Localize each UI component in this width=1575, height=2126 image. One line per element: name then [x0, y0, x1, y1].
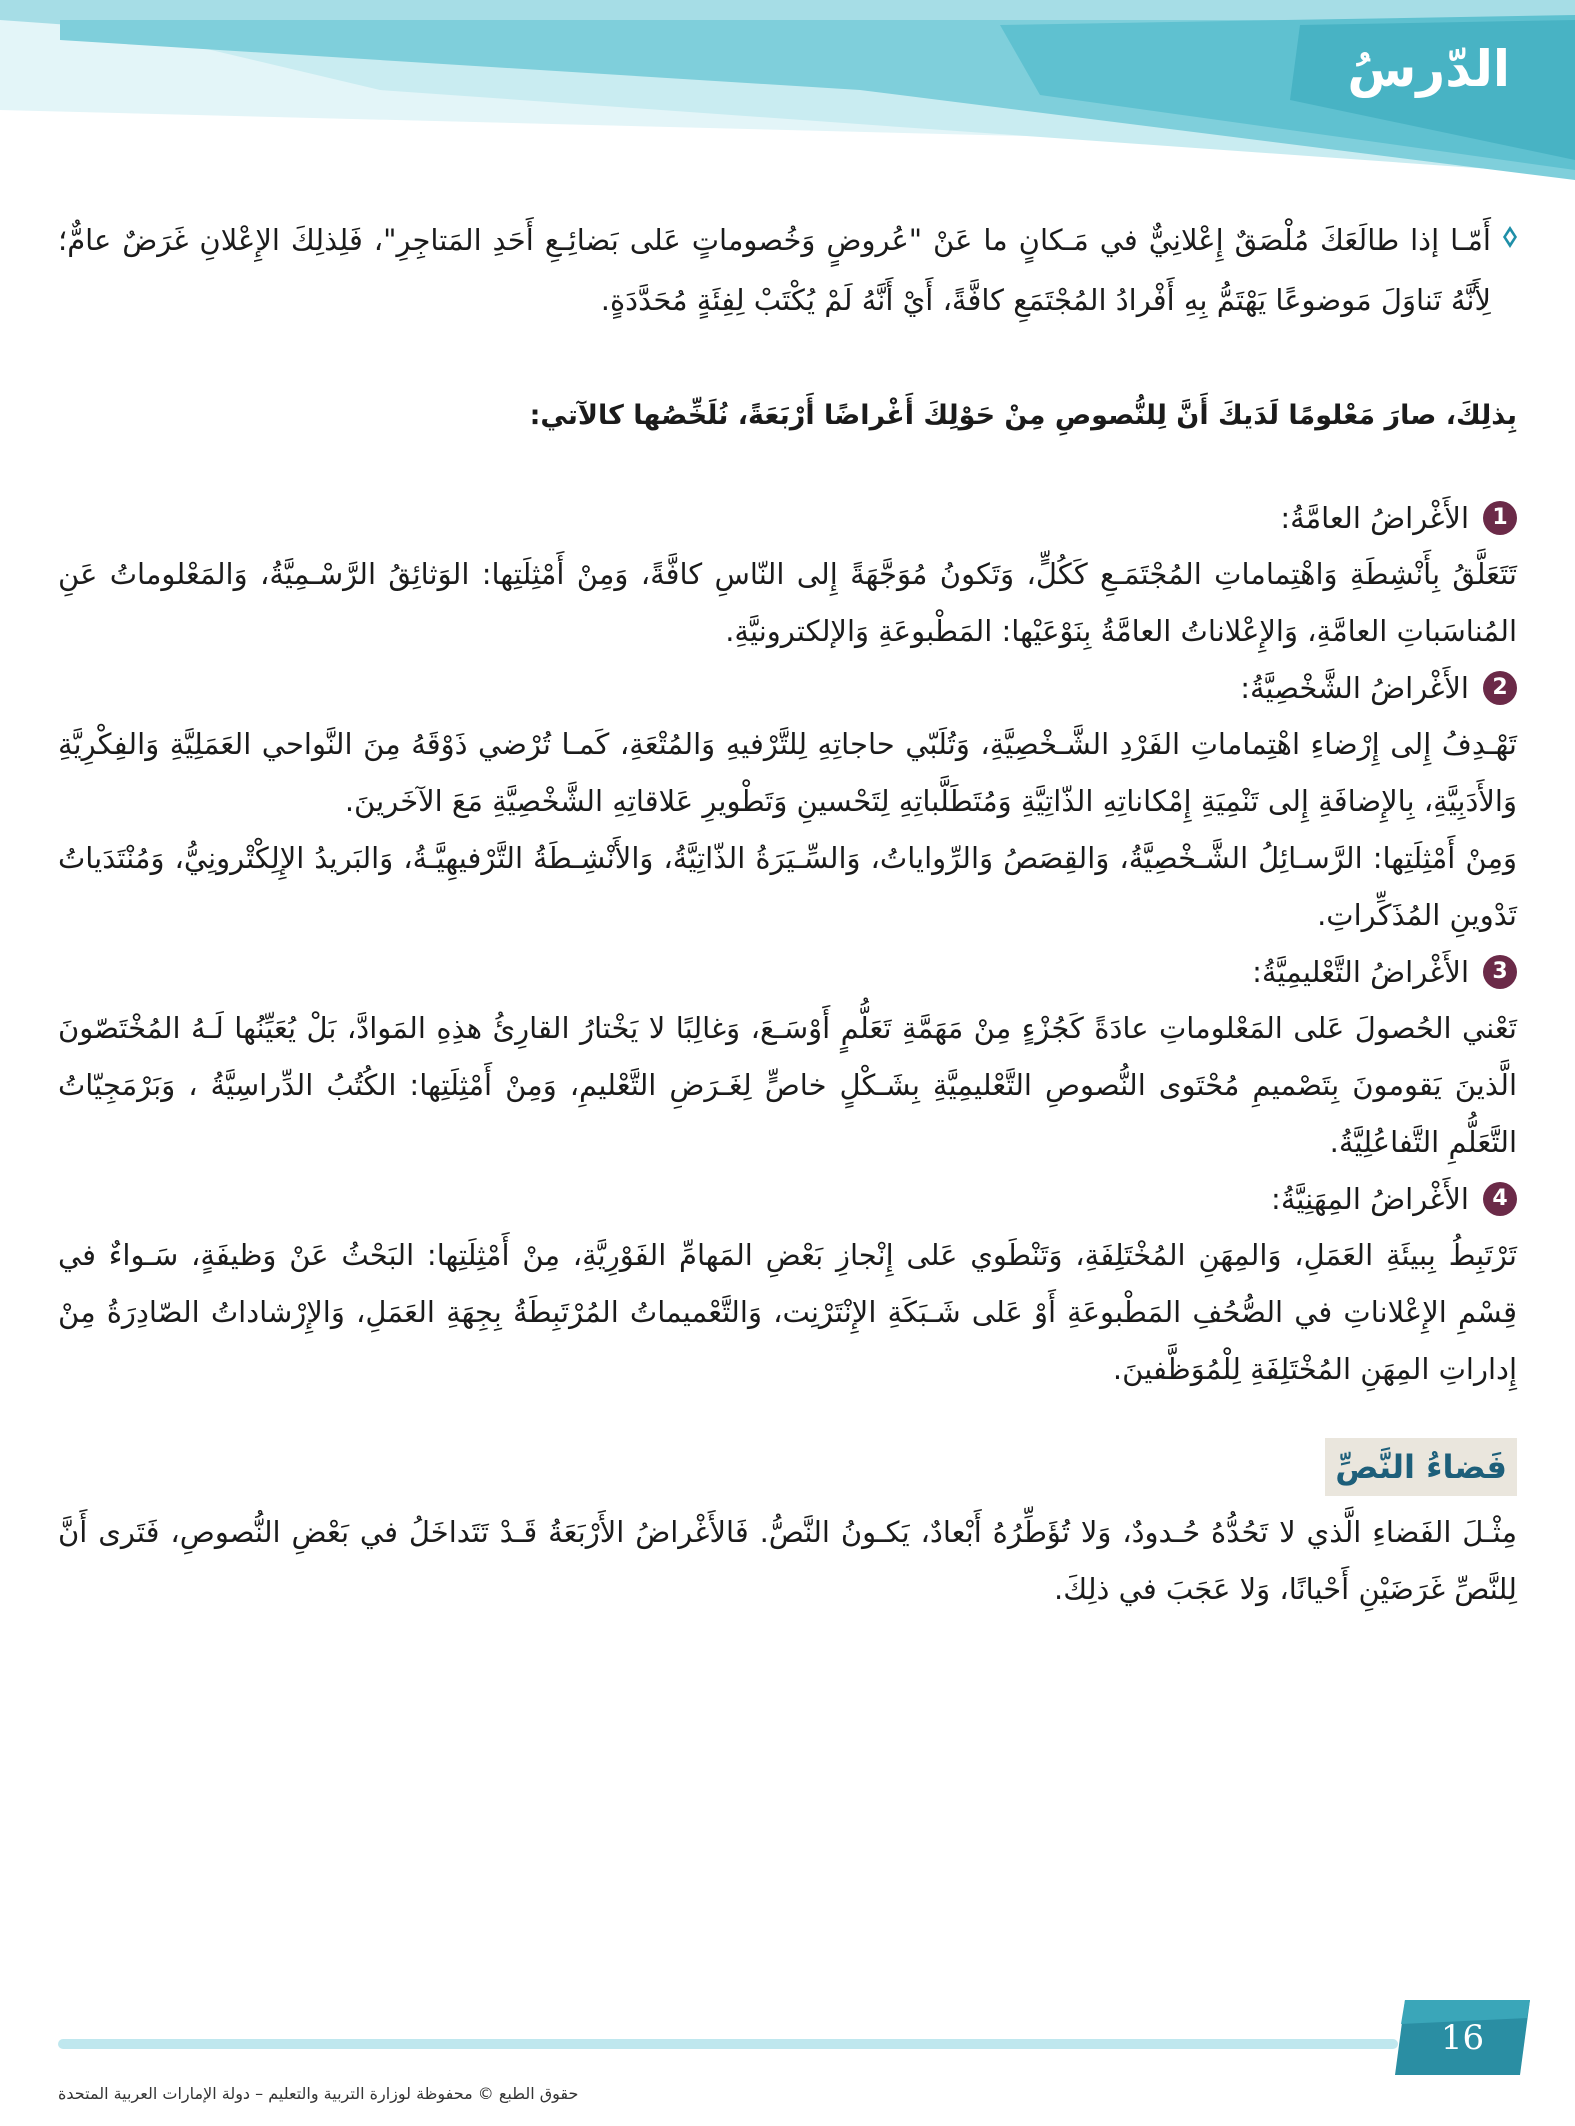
footer-bar [58, 2036, 1398, 2052]
purpose-heading: الأَغْراضُ الشَّخْصِيَّةُ: [1240, 671, 1469, 705]
purpose-paragraph: تَعْني الحُصولَ عَلى المَعْلوماتِ عادَةً كَجُزْءٍ مِنْ مَهَمَّةِ تَعَلُّمٍ أَوْسَـعَ، وَغالِبًا لا يَخْتارُ القارِئُ هذِهِ المَوادَّ، بَلْ يُعَيِّنُها لَـهُ المُخْتَصّونَ الَّذينَ يَقومونَ بِتَصْميمِ مُحْتَوى النُّصوصِ التَّعْليمِيَّةِ بِشَـكْلٍ خاصٍّ لِغَـرَضِ التَّعْليمِ، وَمِنْ أَمْثِلَتِها: الكُتُبُ الدِّراسِيَّةُ ، وَبَرْمَجِيّاتُ التَّعَلُّمِ التَّفاعُلِيَّةُ. [58, 1011, 1517, 1159]
purpose-paragraph: تَرْتَبِطُ بِبيئَةِ العَمَلِ، وَالمِهَنِ المُخْتَلِفَةِ، وَتَنْطَوي عَلى إِنْجازِ بَعْضِ المَهامِّ الفَوْرِيَّةِ، مِنْ أَمْثِلَتِها: البَحْثُ عَنْ وَظيفَةٍ، سَـواءٌ في قِسْمِ الإِعْلاناتِ في الصُّحُفِ المَطْبوعَةِ أَوْ عَلى شَـبَكَةِ الإِنْتَرْنِت، وَالتَّعْميماتُ المُرْتَبِطَةُ بِجِهَةِ العَمَلِ، وَالإِرْشاداتُ الصّادِرَةُ مِنْ إِداراتِ المِهَنِ المُخْتَلِفَةِ لِلْمُوَظَّفينَ. [58, 1238, 1517, 1386]
purpose-section-2 [58, 660, 1517, 944]
page-number: 16 [1440, 2017, 1485, 2058]
purpose-heading: الأَغْراضُ العامَّةُ: [1280, 501, 1469, 535]
purpose-paragraph: تَتَعَلَّقُ بِأَنْشِطَةِ وَاهْتِماماتِ المُجْتَمَـعِ كَكُلٍّ، وَتَكونُ مُوَجَّهَةً إِلى النّاسِ كافَّةً، وَمِنْ أَمْثِلَتِها: الوَثائِقُ الرَّسْـمِيَّةُ، وَالمَعْلوماتُ عَنِ المُناسَباتِ العامَّةِ، وَالإِعْلاناتُ العامَّةُ بِنَوْعَيْها: المَطْبوعَةِ وَالإلكترونيَّةِ. [58, 557, 1517, 648]
text-space-paragraph: مِثْـلَ الفَضاءِ الَّذي لا تَحُدُّهُ حُـدودٌ، وَلا تُؤَطِّرُهُ أَبْعادٌ، يَكـونُ النَّصُّ. فَالأَغْراضُ الأَرْبَعَةُ قَـدْ تَتَداخَلُ في بَعْضِ النُّصوصِ، فَتَرى أَنَّ لِلنَّصِّ غَرَضَيْنِ أَحْيانًا، وَلا عَجَبَ في ذلِكَ. [58, 1515, 1517, 1606]
number-badge: 1 [1483, 501, 1517, 535]
number-badge: 3 [1483, 955, 1517, 989]
purpose-section-1 [58, 490, 1517, 660]
number-badge: 2 [1483, 671, 1517, 705]
purpose-examples: وَمِنْ أَمْثِلَتِها: الرَّسـائِلُ الشَّـخْصِيَّةُ، وَالقِصَصُ وَالرِّواياتُ، وَالسِّـيَرَةُ الذّاتِيَّةُ، وَالأَنْشِـطَةُ التَّرْفيهِيَّـةُ، وَالبَريدُ الإِلِكْتْرونِيُّ، وَمُنْتَدَياتُ تَدْوينِ المُذَكِّراتِ. [58, 841, 1517, 932]
purpose-section-3 [58, 944, 1517, 1171]
intro-paragraph [58, 210, 1517, 330]
purpose-heading: الأَغْراضُ المِهَنِيَّةُ: [1271, 1182, 1469, 1216]
lesson-content [58, 210, 1517, 1618]
text-space-title: فَضاءُ النَّصِّ [1325, 1438, 1517, 1496]
purpose-section-4 [58, 1171, 1517, 1398]
summary-line: بِذلِكَ، صارَ مَعْلومًا لَدَيكَ أَنَّ لِلنُّصوصِ مِنْ حَوْلِكَ أَغْراضًا أَرْبَعَةً، نُلَخِّصُها كالآتي: [529, 400, 1517, 431]
bullet-icon [1503, 226, 1517, 248]
text-space-section [58, 1398, 1517, 1618]
lesson-title: الدّرسُ [1347, 40, 1510, 98]
number-badge: 4 [1483, 1182, 1517, 1216]
intro-text: أَمّـا إذا طالَعَكَ مُلْصَقٌ إِعْلانِيٌّ في مَـكانٍ ما عَنْ "عُروضٍ وَخُصوماتٍ عَلى بَضائِـعِ أَحَدِ المَتاجِرِ"، فَلِذلِكَ الإِعْلانِ غَرَضٌ عامٌّ؛ لِأَنَّهُ تَناوَلَ مَوضوعًا يَهْتَمُّ بِهِ أَفْرادُ المُجْتَمَعِ كافَّةً، أَيْ أَنَّهُ لَمْ يُكْتَبْ لِفِئَةٍ مُحَدَّدَةٍ. [58, 223, 1491, 317]
copyright-notice: حقوق الطبع © محفوظة لوزارة التربية والتعليم – دولة الإمارات العربية المتحدة [58, 2084, 579, 2103]
purpose-heading: الأَغْراضُ التَّعْليمِيَّةُ: [1252, 955, 1469, 989]
header-banner [0, 0, 1575, 185]
purpose-paragraph: تَهْـدِفُ إِلى إِرْضاءِ اهْتِماماتِ الفَرْدِ الشَّـخْصِيَّةِ، وَتُلَبّي حاجاتِهِ لِلتَّرْفيهِ وَالمُتْعَةِ، كَمـا تُرْضي ذَوْقَهُ مِنَ النَّواحي العَمَلِيَّةِ وَالفِكْرِيَّةِ وَالأَدَبِيَّةِ، بِالإِضافَةِ إِلى تَنْمِيَةِ إِمْكاناتِهِ الذّاتِيَّةِ وَمُتَطَلَّباتِهِ لِتَحْسينِ وَتَطْويرِ عَلاقاتِهِ الشَّخْصِيَّةِ مَعَ الآخَرينَ. [58, 727, 1517, 818]
